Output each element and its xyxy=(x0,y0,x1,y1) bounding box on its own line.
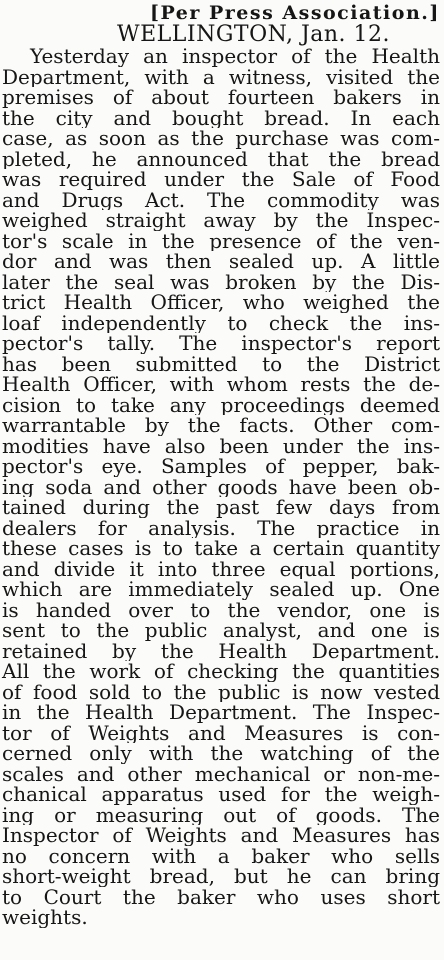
article-line: and divide it into three equal portions, xyxy=(2,558,440,579)
article-line: cerned only with the watching of the xyxy=(2,743,440,764)
article-line: tor of Weights and Measures is con- xyxy=(2,722,440,743)
article-line: Department, with a witness, visited the xyxy=(2,66,440,87)
article-line: trict Health Officer, who weighed the xyxy=(2,292,440,313)
article-line: pector's eye. Samples of pepper, bak- xyxy=(2,456,440,477)
article-body xyxy=(0,46,444,928)
dateline: WELLINGTON, Jan. 12. xyxy=(117,22,391,47)
article-line: dor and was then sealed up. A little xyxy=(2,251,440,272)
article-line: tained during the past few days from xyxy=(2,497,440,518)
article-line: Inspector of Weights and Measures has xyxy=(2,825,440,846)
article-line: in the Health Department. The Inspec- xyxy=(2,702,440,723)
article-line: loaf independently to check the ins- xyxy=(2,312,440,333)
article-line: to Court the baker who uses short xyxy=(2,886,440,907)
article-line: pleted, he announced that the bread xyxy=(2,148,440,169)
article-line: short-weight bread, but he can bring xyxy=(2,866,440,887)
article-line: premises of about fourteen bakers in xyxy=(2,87,440,108)
article-line: has been submitted to the District xyxy=(2,353,440,374)
article-line: chanical apparatus used for the weigh- xyxy=(2,784,440,805)
press-association-byline: [Per Press Association.] xyxy=(150,2,440,24)
article-line: All the work of checking the quantities xyxy=(2,661,440,682)
article-line: which are immediately sealed up. One xyxy=(2,579,440,600)
article-line: modities have also been under the ins- xyxy=(2,435,440,456)
article-line: ing or measuring out of goods. The xyxy=(2,804,440,825)
article-line: tor's scale in the presence of the ven- xyxy=(2,230,440,251)
article-line: pector's tally. The inspector's report xyxy=(2,333,440,354)
article-line: is handed over to the vendor, one is xyxy=(2,599,440,620)
article-line: later the seal was broken by the Dis- xyxy=(2,271,440,292)
article-line: no concern with a baker who sells xyxy=(2,845,440,866)
article-line: these cases is to take a certain quantity xyxy=(2,538,440,559)
article-line: sent to the public analyst, and one is xyxy=(2,620,440,641)
article-line: was required under the Sale of Food xyxy=(2,169,440,190)
article-line: weighed straight away by the Inspec- xyxy=(2,210,440,231)
article-line: Health Officer, with whom rests the de- xyxy=(2,374,440,395)
article-line: scales and other mechanical or non-me- xyxy=(2,763,440,784)
article-line: cision to take any proceedings deemed xyxy=(2,394,440,415)
article-line: warrantable by the facts. Other com- xyxy=(2,415,440,436)
article-line: retained by the Health Department. xyxy=(2,640,440,661)
article-line: weights. xyxy=(2,907,88,928)
article-line: dealers for analysis. The practice in xyxy=(2,517,440,538)
article-line: Yesterday an inspector of the Health xyxy=(30,46,440,67)
article-line: of food sold to the public is now vested xyxy=(2,681,440,702)
article-line: case, as soon as the purchase was com- xyxy=(2,128,440,149)
article-line: ing soda and other goods have been ob- xyxy=(2,476,440,497)
article-line: and Drugs Act. The commodity was xyxy=(2,189,440,210)
article-line: the city and bought bread. In each xyxy=(2,107,440,128)
